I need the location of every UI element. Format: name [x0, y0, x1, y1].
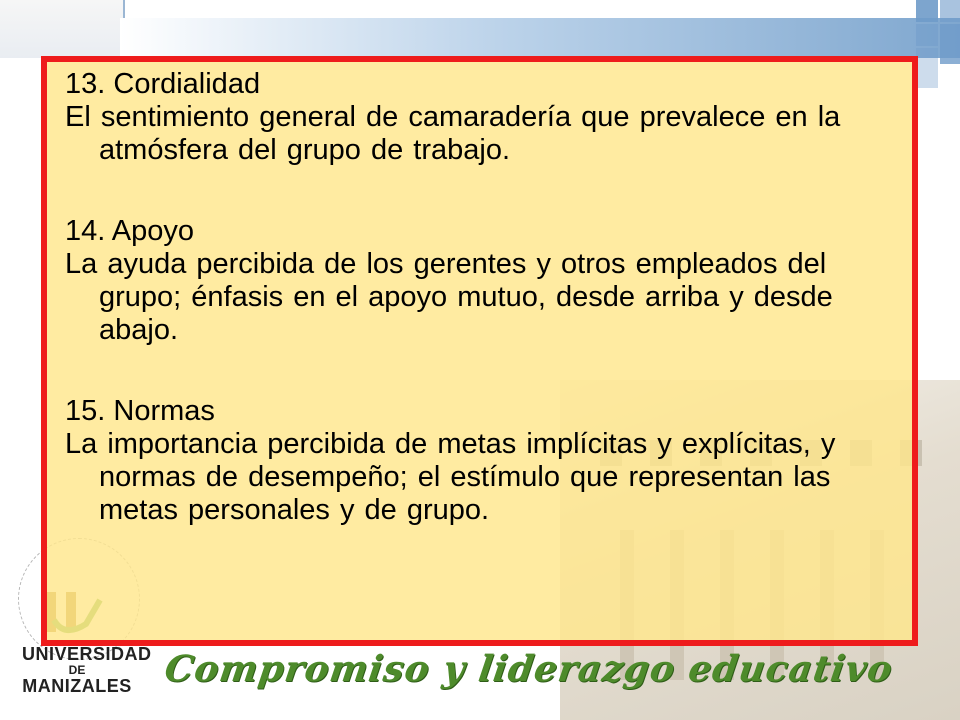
- slogan-text: Compromiso y liderazgo educativo: [162, 648, 896, 690]
- university-name: [22, 644, 152, 696]
- item-text-apoyo: La ayuda percibida de los gerentes y otros empleados del grupo; énfasis en el apoyo mutuo, desde arriba y desde abajo.: [65, 248, 833, 346]
- item-heading-apoyo: 14. Apoyo: [65, 215, 194, 247]
- item-heading-cordialidad: 13. Cordialidad: [65, 68, 261, 100]
- university-line-1: UNIVERSIDAD: [22, 644, 152, 664]
- content-panel: [41, 56, 918, 646]
- header-corner-blocks: [916, 0, 960, 90]
- header-left-strip: [0, 0, 125, 58]
- item-heading-normas: 15. Normas: [65, 395, 215, 427]
- university-line-2: DE: [68, 663, 86, 677]
- header-banner: [120, 18, 960, 58]
- content-body: [65, 68, 905, 527]
- item-text-normas: La importancia percibida de metas implícitas y explícitas, y normas de desempeño; el estímulo que representan las metas personales y de grupo.: [65, 428, 836, 526]
- university-line-3: MANIZALES: [22, 676, 132, 696]
- item-text-cordialidad: El sentimiento general de camaradería que prevalece en la atmósfera del grupo de trabajo.: [65, 101, 841, 166]
